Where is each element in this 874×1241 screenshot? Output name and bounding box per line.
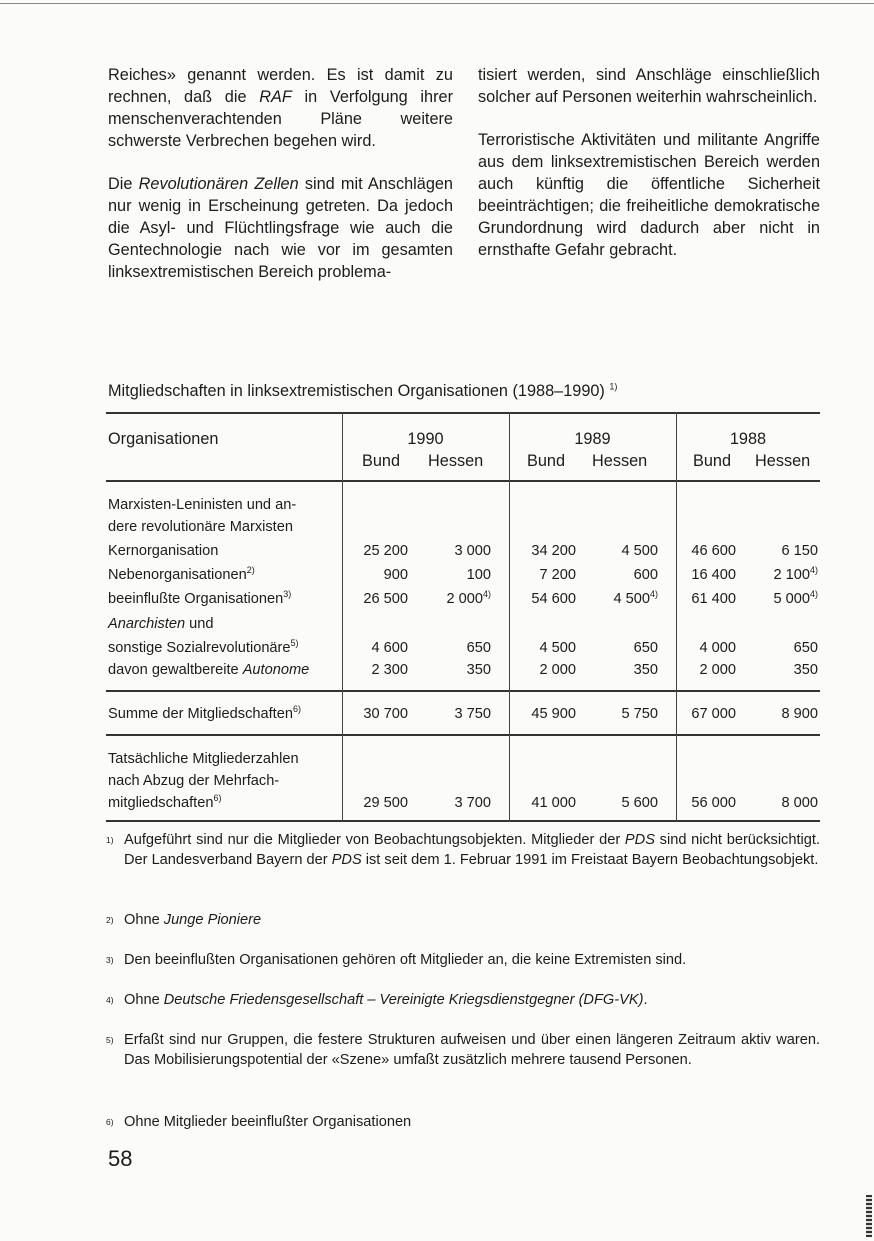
table-cell: 4 500: [539, 640, 576, 656]
table-caption: Mitgliedschaften in linksextremistischen Organisationen (1988–1990) $^{1)}$: [108, 381, 618, 400]
row-label: beeinflußte Organisationen$^{3)}$: [108, 589, 292, 607]
footnote-3: 3) Den beeinflußten Organisationen gehören oft Mitglieder an, die keine Extremisten sind.: [106, 952, 687, 968]
group-label: Marxisten-Leninisten und an-: [108, 497, 297, 513]
row-label: Kernorganisation: [108, 543, 219, 559]
table-cell: 5 600: [621, 795, 658, 811]
table-cell: 5 000$^{4)}$: [773, 589, 818, 607]
membership-table: [106, 412, 820, 822]
top-rule: [0, 3, 874, 4]
table-cell: 2 000: [699, 662, 736, 678]
table-cell: 7 200: [539, 567, 576, 583]
table-cell: 2 000$^{4)}$: [446, 589, 491, 607]
right-paragraph-2: Terroristische Aktivitäten und militante Angriffe aus dem linksextremistischen Bereich werden auch künftig die öffentliche Sicherheit beeinträchtigen; die freiheitliche demokratische Grundordnung wird dadurch aber nicht in ernsthafte Gefahr gebracht.: [478, 131, 820, 259]
table-cell: 67 000: [691, 706, 736, 722]
right-text-column: [478, 64, 820, 282]
table-cell: 2 100$^{4)}$: [773, 565, 818, 583]
footnote-2: 2) Ohne Junge Pioniere: [106, 912, 262, 928]
table-cell: 2 000: [539, 662, 576, 678]
header-hessen: Hessen: [428, 452, 484, 470]
table-cell: 25 200: [363, 543, 408, 559]
table-cell: 350: [466, 662, 491, 678]
page-edge-marks: [866, 1195, 872, 1237]
footnote-5: 5) Erfaßt sind nur Gruppen, die festere Strukturen aufweisen und über einen längeren Zeitraum aktiv waren. Das Mobilisierungspotential der «Szene» umfaßt zusätzlich mehrere tausend Personen.: [106, 1032, 820, 1068]
header-hessen: Hessen: [755, 452, 811, 470]
table-cell: 5 750: [621, 706, 658, 722]
table-cell: 3 700: [454, 795, 491, 811]
header-bund: Bund: [362, 452, 401, 470]
header-bund: Bund: [693, 452, 732, 470]
table-cell: 8 900: [781, 706, 818, 722]
table-cell: 26 500: [363, 591, 408, 607]
row-label: Nebenorganisationen$^{2)}$: [108, 565, 255, 583]
row-label-summe: Summe der Mitgliedschaften$^{6)}$: [108, 704, 301, 722]
table-cell: 29 500: [363, 795, 408, 811]
row-label-tatsaechliche: nach Abzug der Mehrfach-: [108, 773, 280, 789]
row-label-anarchisten: Anarchisten und: [108, 616, 214, 632]
table-cell: 4 000: [699, 640, 736, 656]
left-paragraph-1: Reiches» genannt werden. Es ist damit zu rechnen, daß die RAF in Verfolgung ihrer menschenverachtenden Pläne weitere schwerste Verbrechen begehen wird.: [108, 66, 454, 150]
table-cell: 30 700: [363, 706, 408, 722]
table-cell: 650: [633, 640, 658, 656]
header-year-1989: 1989: [574, 430, 611, 448]
table-cell: 600: [633, 567, 658, 583]
table-cell: 56 000: [691, 795, 736, 811]
table-cell: 650: [466, 640, 491, 656]
footnote-4: 4) Ohne Deutsche Friedensgesellschaft – Vereinigte Kriegsdienstgegner (DFG-VK).: [106, 992, 648, 1008]
table-cell: 3 750: [454, 706, 491, 722]
table-cell: 4 600: [371, 640, 408, 656]
header-hessen: Hessen: [592, 452, 648, 470]
table-cell: 650: [793, 640, 818, 656]
left-paragraph-2: Die Revolutionären Zellen sind mit Anschlägen nur wenig in Erscheinung getreten. Da jedoch die Asyl- und Flüchtlingsfrage wie auch die Gentechnologie nach wie vor im gesamten linksextremistischen Bereich problema-: [108, 175, 453, 281]
row-label-tatsaechliche: mitgliedschaften$^{6)}$: [108, 793, 222, 811]
footnote-6: 6) Ohne Mitglieder beeinflußter Organisationen: [106, 1114, 412, 1130]
table-cell: 45 900: [531, 706, 576, 722]
header-year-1988: 1988: [729, 430, 767, 448]
footnote-1: 1) Aufgeführt sind nur die Mitglieder von Beobachtungsobjekten. Mitglieder der PDS sind nicht berücksichtigt. Der Landesverband Bayern der PDS ist seit dem 1. Februar 1991 im Freistaat Bayern Beobachtungsobjekt.: [106, 832, 820, 868]
row-label-tatsaechliche: Tatsächliche Mitgliederzahlen: [108, 751, 299, 767]
header-year-1990: 1990: [407, 430, 444, 448]
table-cell: 34 200: [531, 543, 576, 559]
table-cell: 6 150: [781, 543, 818, 559]
table-cell: 100: [466, 567, 491, 583]
header-bund: Bund: [527, 452, 566, 470]
table-cell: 900: [383, 567, 408, 583]
row-label-sozialrevolutionaere: sonstige Sozialrevolutionäre$^{5)}$: [108, 638, 299, 656]
table-cell: 61 400: [691, 591, 736, 607]
table-cell: 4 500: [621, 543, 658, 559]
table-cell: 8 000: [781, 795, 818, 811]
right-paragraph-1: tisiert werden, sind Anschläge einschließlich solcher auf Personen weiterhin wahrscheinlich.: [478, 66, 820, 106]
left-text-column: [108, 64, 453, 304]
table-cell: 16 400: [691, 567, 736, 583]
table-cell: 41 000: [531, 795, 576, 811]
table-cell: 3 000: [454, 543, 491, 559]
group-label: dere revolutionäre Marxisten: [108, 519, 293, 535]
page-number: 58: [108, 1146, 133, 1171]
table-cell: 2 300: [371, 662, 408, 678]
header-organisationen: Organisationen: [108, 430, 219, 448]
table-cell: 54 600: [531, 591, 576, 607]
row-label-autonome: davon gewaltbereite Autonome: [108, 662, 310, 678]
table-cell: 350: [793, 662, 818, 678]
table-cell: 4 500$^{4)}$: [613, 589, 658, 607]
table-cell: 350: [633, 662, 658, 678]
table-cell: 46 600: [691, 543, 736, 559]
